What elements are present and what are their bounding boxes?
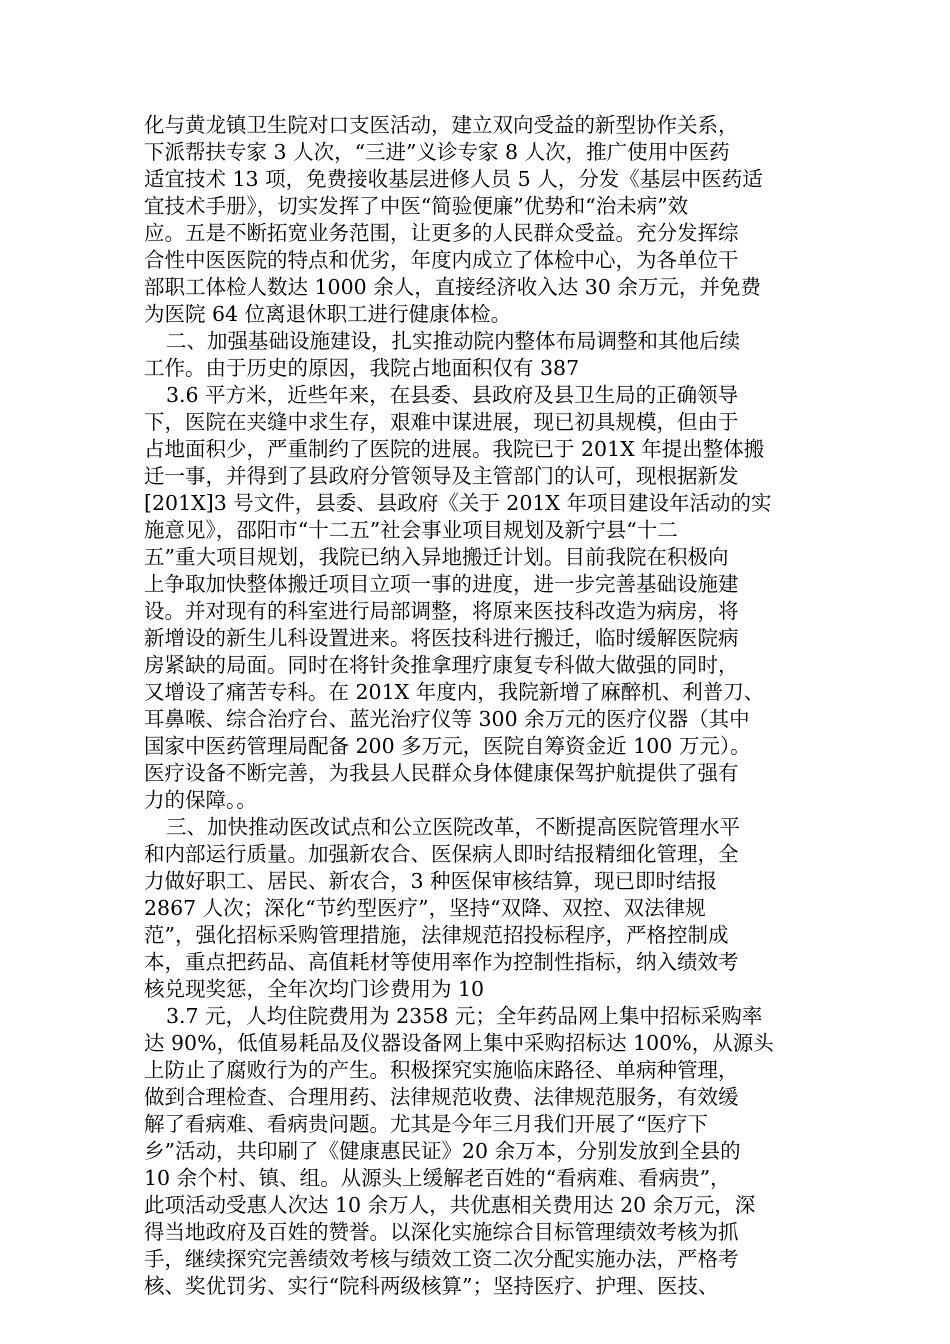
text-line: 适宜技术 13 项，免费接收基层进修人员 5 人，分发《基层中医药适 bbox=[144, 167, 763, 191]
text-line: 房紧缺的局面。同时在将针灸推拿理疗康复专科做大做强的同时， bbox=[144, 653, 739, 677]
text-line: 得当地政府及百姓的赞誉。以深化实施综合目标管理绩效考核为抓 bbox=[144, 1220, 739, 1244]
section-heading-3: 三、加快推动医改试点和公立医院改革，不断提高医院管理水平 bbox=[166, 815, 740, 839]
text-line: 部职工体检人数达 1000 余人，直接经济收入达 30 余万元，并免费 bbox=[144, 275, 761, 299]
text-line: 施意见》，邵阳市“十二五”社会事业项目规划及新宁县“十二 bbox=[144, 518, 678, 542]
section-heading-2: 二、加强基础设施建设，扎实推动院内整体布局调整和其他后续 bbox=[166, 329, 740, 353]
text-line: 设。并对现有的科室进行局部调整，将原来医技科改造为病房，将 bbox=[144, 599, 739, 623]
text-line: 达 90%，低值易耗品及仪器设备网上集中采购招标达 100%，从源头 bbox=[144, 1031, 774, 1055]
text-line: 又增设了痛苦专科。在 201X 年度内，我院新增了麻醉机、利普刀、 bbox=[144, 680, 765, 704]
text-line: 新增设的新生儿科设置进来。将医技科进行搬迁，临时缓解医院病 bbox=[144, 626, 739, 650]
text-line: 核、奖优罚劣、实行“院科两级核算”；坚持医疗、护理、医技、 bbox=[144, 1274, 719, 1298]
text-line: 2867 人次；深化“节约型医疗”，坚持“双降、双控、双法律规 bbox=[144, 896, 706, 920]
text-line: [201X]3 号文件，县委、县政府《关于 201X 年项目建设年活动的实 bbox=[144, 491, 772, 515]
text-line: 下，医院在夹缝中求生存，艰难中谋进展，现已初具规模，但由于 bbox=[144, 410, 739, 434]
text-line: 国家中医药管理局配备 200 多万元，医院自筹资金近 100 万元）。 bbox=[144, 734, 751, 758]
text-line: 和内部运行质量。加强新农合、医保病人即时结报精细化管理，全 bbox=[144, 842, 739, 866]
text-line: 3.6 平方米，近些年来，在县委、县政府及县卫生局的正确领导 bbox=[166, 383, 739, 407]
text-line: 此项活动受惠人次达 10 余万人，共优惠相关费用达 20 余万元，深 bbox=[144, 1193, 756, 1217]
document-body bbox=[144, 112, 806, 1300]
text-line: 力做好职工、居民、新农合，3 种医保审核结算，现已即时结报 bbox=[144, 869, 718, 893]
text-line: 乡”活动，共印刷了《健康惠民证》20 余万本，分别发放到全县的 bbox=[144, 1139, 741, 1163]
text-line: 10 余个村、镇、组。从源头上缓解老百姓的“看病难、看病贵”， bbox=[144, 1166, 731, 1190]
text-line: 耳鼻喉、综合治疗台、蓝光治疗仪等 300 余万元的医疗仪器（其中 bbox=[144, 707, 750, 731]
text-line: 占地面积少，严重制约了医院的进展。我院已于 201X 年提出整体搬 bbox=[144, 437, 765, 461]
text-line: 本，重点把药品、高值耗材等使用率作为控制性指标，纳入绩效考 bbox=[144, 950, 739, 974]
text-line: 上争取加快整体搬迁项目立项一事的进度，进一步完善基础设施建 bbox=[144, 572, 739, 596]
text-line: 范”，强化招标采购管理措施，法律规范招投标程序，严格控制成 bbox=[144, 923, 729, 947]
text-line: 宜技术手册》，切实发挥了中医“简验便廉”优势和“治未病”效 bbox=[144, 194, 689, 218]
text-line: 手，继续探究完善绩效考核与绩效工资二次分配实施办法，严格考 bbox=[144, 1247, 739, 1271]
text-line: 3.7 元，人均住院费用为 2358 元；全年药品网上集中招标采购率 bbox=[166, 1004, 763, 1028]
text-line: 五”重大项目规划，我院已纳入异地搬迁计划。目前我院在积极向 bbox=[144, 545, 729, 569]
text-line: 医疗设备不断完善，为我县人民群众身体健康保驾护航提供了强有 bbox=[144, 761, 739, 785]
text-line: 迁一事，并得到了县政府分管领导及主管部门的认可，现根据新发 bbox=[144, 464, 739, 488]
text-line: 化与黄龙镇卫生院对口支医活动，建立双向受益的新型协作关系， bbox=[144, 113, 739, 137]
text-line: 力的保障。。 bbox=[144, 788, 257, 812]
text-line: 为医院 64 位离退休职工进行健康体检。 bbox=[144, 302, 512, 326]
text-line: 上防止了腐败行为的产生。积极探究实施临床路径、单病种管理， bbox=[144, 1058, 739, 1082]
text-line: 工作。由于历史的原因，我院占地面积仅有 387 bbox=[144, 356, 580, 380]
text-line: 合性中医医院的特点和优劣，年度内成立了体检中心，为各单位干 bbox=[144, 248, 739, 272]
text-line: 核兑现奖惩，全年次均门诊费用为 10 bbox=[144, 977, 485, 1001]
text-line: 解了看病难、看病贵问题。尤其是今年三月我们开展了“医疗下 bbox=[144, 1112, 708, 1136]
text-line: 做到合理检查、合理用药、法律规范收费、法律规范服务，有效缓 bbox=[144, 1085, 739, 1109]
text-line: 下派帮扶专家 3 人次，“三进”义诊专家 8 人次，推广使用中医药 bbox=[144, 140, 730, 164]
text-line: 应。五是不断拓宽业务范围，让更多的人民群众受益。充分发挥综 bbox=[144, 221, 739, 245]
